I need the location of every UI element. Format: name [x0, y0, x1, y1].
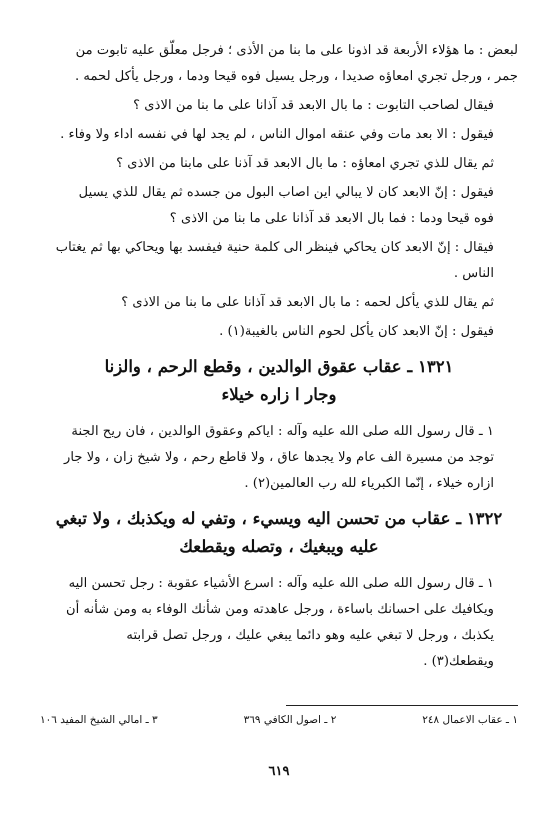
text-line: الناس . — [453, 266, 494, 281]
text-line: ١ ـ قال رسول الله صلى الله عليه وآله : اياكم وعقوق الوالدين ، فان ريح الجنة — [71, 424, 494, 439]
paragraph-6 — [40, 235, 518, 287]
footnote-divider — [286, 705, 518, 706]
heading-line: ١٣٢٢ ـ عقاب من تحسن اليه ويسيء ، وتفي له ويكذبك ، ولا تبغي — [55, 509, 503, 528]
heading-line: ١٣٢١ ـ عقاب عقوق الوالدين ، وقطع الرحم ، والزنا — [104, 357, 454, 376]
section-1322-paragraph — [40, 571, 518, 675]
section-1321-paragraph — [40, 419, 518, 497]
paragraph-8 — [40, 319, 518, 345]
footnote-3: ٣ ـ امالي الشيخ المفيد ١٠٦ — [40, 714, 158, 726]
text-line: فوه قيحا ودما : فما بال الابعد قد آذانا على ما بنا من الاذى ؟ — [169, 211, 494, 226]
text-line: ويقطعك(٣) . — [423, 654, 494, 669]
text-line: ثم يقال للذي تجري امعاؤه : ما بال الابعد قد آذنا على مابنا من الاذى ؟ — [116, 156, 494, 171]
section-heading-1322 — [40, 505, 518, 561]
footnote-2: ٢ ـ اصول الكافي ٣٦٩ — [243, 714, 337, 726]
paragraph-5 — [40, 180, 518, 232]
text-line: فيقول : إنّ الابعد كان يأكل لحوم الناس بالغيبة(١) . — [219, 324, 494, 339]
paragraph-7 — [40, 290, 518, 316]
footnotes — [40, 712, 518, 728]
text-line: توجد من مسيرة الف عام ولا يجدها عاق ، ولا قاطع رحم ، ولا شيخ زان ، ولا جار — [64, 450, 494, 465]
paragraph-3 — [40, 122, 518, 148]
paragraph-1 — [40, 38, 518, 90]
text-line: ١ ـ قال رسول الله صلى الله عليه وآله : اسرع الأشياء عقوبة : رجل تحسن اليه — [68, 576, 494, 591]
paragraph-2 — [40, 93, 518, 119]
text-line: فيقول : إنّ الابعد كان لا يبالي اين اصاب البول من جسده ثم يقال للذي يسيل — [78, 185, 494, 200]
text-line: لبعض : ما هؤلاء الأربعة قد اذونا على ما بنا من الأذى ؛ فرجل معلّق عليه تابوت من — [75, 43, 518, 58]
text-line: ويكافيك على احسانك باساءة ، ورجل عاهدته ومن شأنك الوفاء به ومن شأنه أن — [65, 602, 494, 617]
paragraph-4 — [40, 151, 518, 177]
text-line: ازاره خيلاء ، إنّما الكبرياء لله رب العالمين(٢) . — [244, 476, 494, 491]
heading-line: وجار ا زاره خيلاء — [221, 385, 337, 404]
text-line: فيقال : إنّ الابعد كان يحاكي فينظر الى كلمة حنية فيفسد بها ويحاكي بها ثم يغتاب — [55, 240, 494, 255]
top-paragraphs — [40, 38, 518, 345]
heading-line: عليه ويبغيك ، وتصله ويقطعك — [179, 537, 379, 556]
text-line: يكذبك ، ورجل لا تبغي عليه وهو دائما يبغي عليك ، ورجل تصل قرابته — [126, 628, 494, 643]
text-line: جمر ، ورجل تجري امعاؤه صديدا ، ورجل يسيل فوه قيحا ودما ، ورجل يأكل لحمه . — [75, 69, 518, 84]
section-heading-1321 — [40, 353, 518, 409]
page-number: ٦١٩ — [268, 764, 290, 779]
footnote-1: ١ ـ عقاب الاعمال ٢٤٨ — [422, 714, 518, 726]
text-line: فيقال لصاحب التابوت : ما بال الابعد قد آذانا على ما بنا من الاذى ؟ — [133, 98, 494, 113]
text-line: ثم يقال للذي يأكل لحمه : ما بال الابعد قد آذانا على ما بنا من الاذى ؟ — [121, 295, 494, 310]
text-line: فيقول : الا بعد مات وفي عنقه اموال الناس ، لم يجد لها في نفسه اداء ولا وفاء . — [60, 127, 494, 142]
